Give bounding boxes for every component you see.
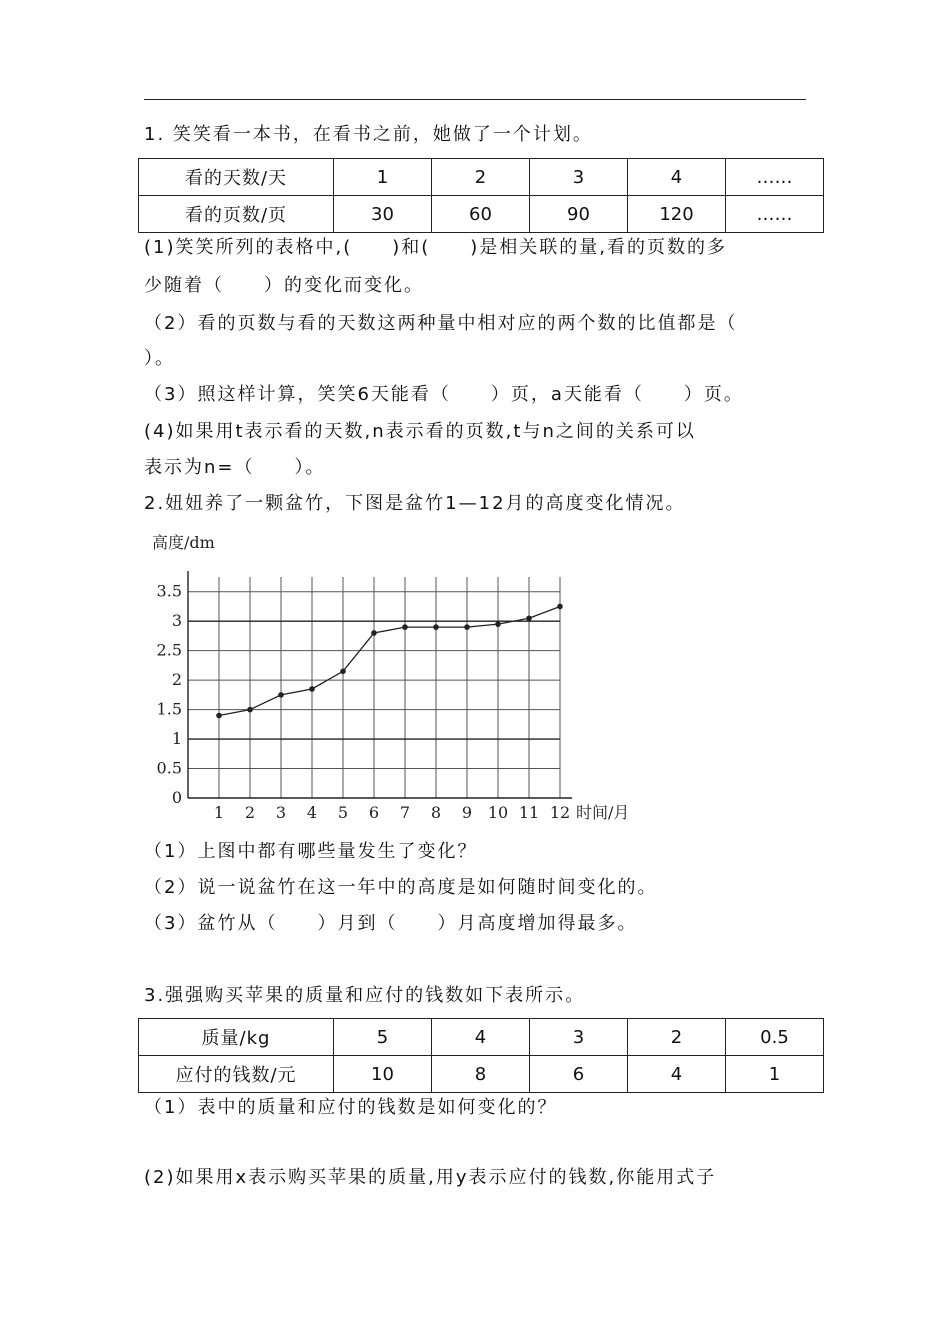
height-line-chart bbox=[144, 530, 654, 830]
data-point bbox=[216, 713, 222, 719]
series-line bbox=[219, 606, 560, 715]
q2-sub2: （2）说一说盆竹在这一年中的高度是如何随时间变化的。 bbox=[144, 877, 658, 898]
q3-sub2: (2)如果用x表示购买苹果的质量,用y表示应付的钱数,你能用式子 bbox=[144, 1167, 717, 1188]
x-tick-label: 8 bbox=[430, 803, 442, 822]
x-tick-label: 4 bbox=[306, 803, 318, 822]
y-tick-labels bbox=[157, 582, 182, 807]
table-cell: 4 bbox=[628, 1056, 726, 1093]
data-point bbox=[247, 707, 253, 713]
q1-sub4-line1: (4)如果用t表示看的天数,n表示看的页数,t与n之间的关系可以 bbox=[144, 421, 696, 442]
y-tick-label: 2.5 bbox=[156, 640, 182, 660]
data-point bbox=[402, 624, 408, 630]
data-point bbox=[278, 692, 284, 698]
q3-intro: 3.强强购买苹果的质量和应付的钱数如下表所示。 bbox=[144, 985, 586, 1006]
y-tick-label: 2 bbox=[171, 670, 182, 690]
data-point bbox=[557, 604, 563, 610]
table-cell: 120 bbox=[628, 196, 726, 233]
q2-sub3: （3）盆竹从（ ）月到（ ）月高度增加得最多。 bbox=[144, 913, 638, 934]
y-axis-label: 高度/dm bbox=[152, 533, 215, 552]
table-cell: 30 bbox=[334, 196, 432, 233]
q2-sub1: （1）上图中都有哪些量发生了变化？ bbox=[144, 841, 478, 862]
x-tick-label: 12 bbox=[549, 803, 571, 822]
table-row bbox=[139, 159, 824, 196]
x-tick-labels bbox=[214, 803, 570, 822]
data-point bbox=[464, 624, 470, 630]
table-cell: 2 bbox=[432, 159, 530, 196]
table-cell: 4 bbox=[432, 1019, 530, 1056]
header-rule bbox=[144, 99, 806, 100]
table-cell: 6 bbox=[530, 1056, 628, 1093]
q1-intro: 1. 笑笑看一本书，在看书之前，她做了一个计划。 bbox=[144, 124, 593, 145]
q1-sub2-line1: （2）看的页数与看的天数这两种量中相对应的两个数的比值都是（ bbox=[144, 313, 738, 334]
table-cell: …… bbox=[726, 196, 824, 233]
table-cell: 0.5 bbox=[726, 1019, 824, 1056]
table-cell: 3 bbox=[530, 1019, 628, 1056]
x-tick-label: 3 bbox=[275, 803, 287, 822]
data-point bbox=[433, 624, 439, 630]
table-cell: 90 bbox=[530, 196, 628, 233]
x-axis-label: 时间/月 bbox=[576, 803, 630, 822]
y-tick-label: 3 bbox=[171, 611, 182, 631]
q2-intro: 2.妞妞养了一颗盆竹，下图是盆竹1—12月的高度变化情况。 bbox=[144, 493, 686, 514]
table-cell: 60 bbox=[432, 196, 530, 233]
x-tick-label: 9 bbox=[461, 803, 473, 822]
table-cell: 2 bbox=[628, 1019, 726, 1056]
chart-grid bbox=[188, 577, 560, 798]
table-row bbox=[139, 1019, 824, 1056]
x-tick-label: 7 bbox=[399, 803, 411, 822]
data-point bbox=[371, 630, 377, 636]
table-cell: 1 bbox=[726, 1056, 824, 1093]
y-tick-label: 1.5 bbox=[156, 699, 182, 719]
q1-sub2-line2: ）。 bbox=[144, 348, 175, 369]
q3-table bbox=[138, 1018, 824, 1093]
x-tick-label: 6 bbox=[368, 803, 380, 822]
q1-sub3: （3）照这样计算，笑笑6天能看（ ）页，a天能看（ ）页。 bbox=[144, 384, 744, 405]
x-tick-label: 10 bbox=[487, 803, 509, 822]
y-tick-label: 1 bbox=[171, 729, 182, 749]
table-row bbox=[139, 1056, 824, 1093]
x-tick-label: 5 bbox=[337, 803, 349, 822]
q1-table bbox=[138, 158, 824, 233]
data-point bbox=[526, 615, 532, 621]
table-cell: 3 bbox=[530, 159, 628, 196]
x-tick-label: 1 bbox=[213, 803, 225, 822]
q1-sub4-line2: 表示为n=（ ）。 bbox=[144, 457, 326, 478]
q3-sub1: （1）表中的质量和应付的钱数是如何变化的？ bbox=[144, 1097, 558, 1118]
data-point bbox=[309, 686, 315, 692]
table-cell: 质量/kg bbox=[139, 1019, 334, 1056]
table-cell: 10 bbox=[334, 1056, 432, 1093]
q1-sub1-line2: 少随着（ ）的变化而变化。 bbox=[144, 275, 424, 296]
data-point bbox=[495, 621, 501, 627]
x-tick-label: 2 bbox=[244, 803, 256, 822]
q1-sub1-line1: (1)笑笑所列的表格中,( )和( )是相关联的量,看的页数的多 bbox=[144, 237, 728, 258]
data-point bbox=[340, 668, 346, 674]
table-cell: 看的天数/天 bbox=[139, 159, 334, 196]
table-cell: 1 bbox=[334, 159, 432, 196]
y-tick-label: 0 bbox=[171, 788, 182, 807]
table-row bbox=[139, 196, 824, 233]
table-cell: 看的页数/页 bbox=[139, 196, 334, 233]
table-cell: 5 bbox=[334, 1019, 432, 1056]
table-cell: 应付的钱数/元 bbox=[139, 1056, 334, 1093]
y-tick-label: 0.5 bbox=[156, 758, 182, 778]
chart-axes bbox=[188, 571, 572, 798]
y-tick-label: 3.5 bbox=[156, 581, 182, 601]
table-cell: 4 bbox=[628, 159, 726, 196]
table-cell: 8 bbox=[432, 1056, 530, 1093]
x-tick-label: 11 bbox=[518, 803, 540, 822]
table-cell: …… bbox=[726, 159, 824, 196]
